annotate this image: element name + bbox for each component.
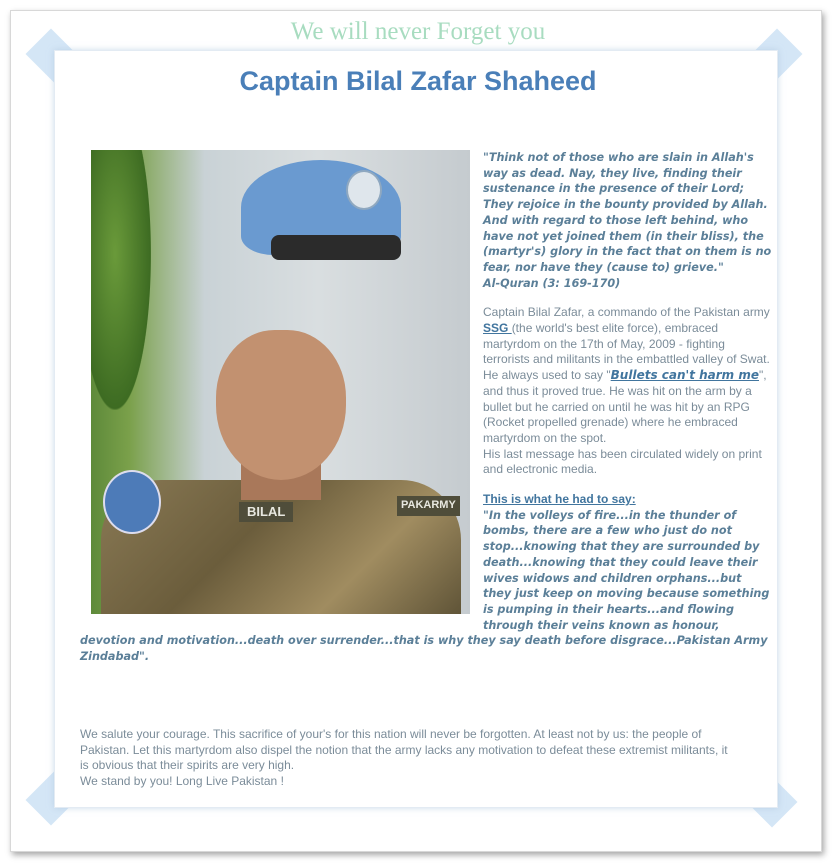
bio-text: He always used to say " [483,368,611,383]
quran-quote-text: "Think not of those who are slain in Allah's way as dead. Nay, they live, finding their sustenance in the presence of their Lord; They rejoice in the bounty provided by Allah. And with regard to those left behind, who have not yet joined them (in their bliss), the (martyr's) glory in the fact that on them is no fear, nor have they (cause to) grieve." [483,151,772,274]
bullets-link[interactable]: Bullets can't harm me [610,368,759,383]
beret-band-shape [271,235,401,260]
ssg-link[interactable]: SSG [483,321,512,336]
bio-paragraph: His last message has been circulated widely on print and electronic media. [483,446,762,477]
message-heading: This is what he had to say: [483,492,636,507]
last-message: "In the volleys of fire...in the thunder of bombs, there are a few who just do not stop...knowing that they are surrounded by death...knowing that they could leave their wives widows and children orphans...but they just keep on moving because something is pumping in their hearts...and flowing through their veins known as honour, devotion and motivation...death over surrender...that is why they say death before disgrace...Pakistan Army Zindabad". [80,508,770,664]
beret-badge-icon [346,170,382,210]
quran-reference: Al-Quran (3: 169-170) [483,276,621,290]
bio-text: ", and thus it proved true. He was hit on the arm by a bullet but he carried on until he was hit by an RPG (Rocket propelled grenade) where he embraced martyrdom on the spot. [483,368,767,445]
army-tag: PAKARMY [397,496,460,516]
article-body [80,150,772,665]
un-patch-icon [103,470,161,534]
closing-paragraph: We salute your courage. This sacrifice of your's for this nation will never be forgotten. At least not by us: the people of Pakistan. Let this martyrdom also dispel the notion that the army lacks any motivation to defeat these extremist militants, it is obvious that their spirits are very high. [80,727,728,773]
name-tag: BILAL [239,502,293,522]
portrait-photo [91,150,470,614]
page-title: Captain Bilal Zafar Shaheed [239,66,597,96]
foliage-shape [91,150,151,410]
tagline: We will never Forget you [290,18,546,45]
bio-text: Captain Bilal Zafar, a commando of the Pakistan army [483,305,770,320]
closing-slogan: We stand by you! Long Live Pakistan ! [80,773,284,788]
bio-text: (the world's best elite force), embraced martyrdom on the 17th of May, 2009 - fighting terrorists and militants in the embattled valley of Swat. [483,321,770,367]
face-shape [216,330,346,480]
closing-text [80,727,730,789]
